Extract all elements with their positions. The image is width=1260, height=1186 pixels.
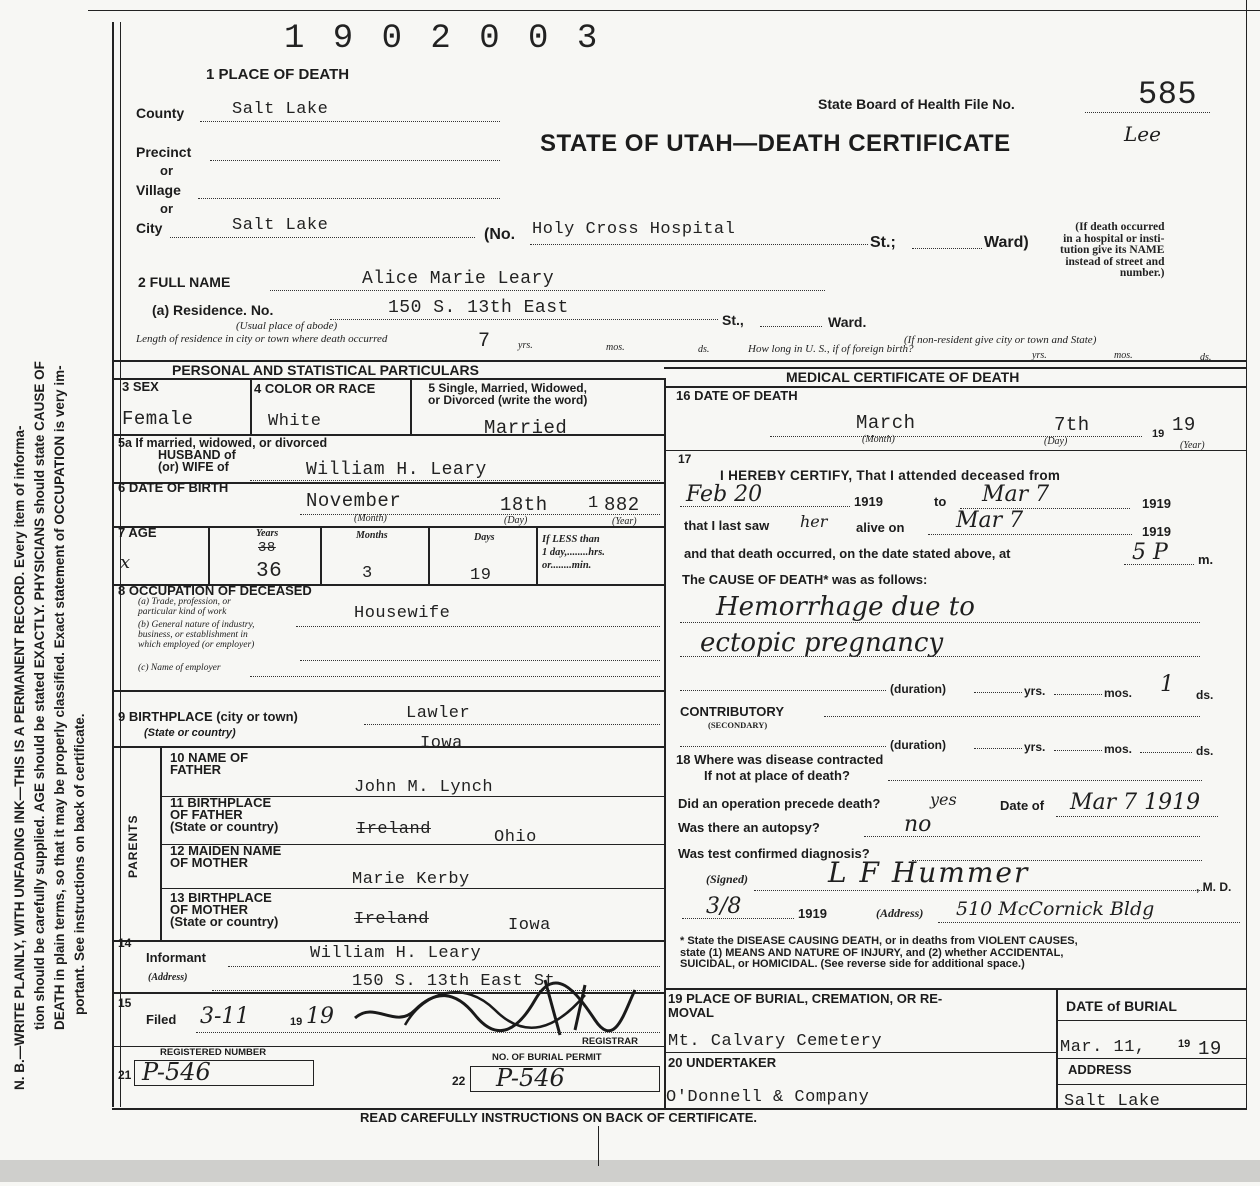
sex-value: Female bbox=[122, 408, 194, 430]
item-17-label: 17 bbox=[678, 452, 692, 466]
death-day-caption: (Day) bbox=[1044, 436, 1068, 447]
race-label: 4 COLOR OR RACE bbox=[254, 381, 376, 396]
date-of-birth-label: 6 DATE OF BIRTH bbox=[118, 480, 229, 495]
death-month-caption: (Month) bbox=[862, 434, 895, 445]
death-day-value: 7th bbox=[1054, 414, 1090, 436]
birthplace-state-value: Iowa bbox=[420, 734, 463, 753]
mother-birthplace-value: Iowa bbox=[508, 916, 551, 935]
duration-yrs-1: yrs. bbox=[1024, 684, 1046, 698]
file-note: Lee bbox=[1124, 122, 1161, 146]
last-saw-date: Mar 7 bbox=[956, 508, 1024, 533]
date-of-label: Date of bbox=[1000, 798, 1045, 813]
father-name-value: John M. Lynch bbox=[354, 778, 494, 797]
if-married-label: 5a If married, widowed, or divorced bbox=[118, 436, 328, 450]
occupation-a-label: (a) Trade, profession, or particular kind of work bbox=[138, 597, 231, 617]
q18b-label: If not at place of death? bbox=[704, 768, 850, 783]
medical-section-header: MEDICAL CERTIFICATE OF DEATH bbox=[786, 369, 1020, 385]
parents-label: PARENTS bbox=[126, 814, 140, 878]
top-border bbox=[88, 10, 1260, 11]
page-bottom-band bbox=[0, 1160, 1260, 1182]
birth-month-caption: (Month) bbox=[354, 513, 387, 524]
side-instruction-line-1: N. B.—WRITE PLAINLY, WITH UNFADING INK—THIS IS A PERMANENT RECORD. Every item of informa- bbox=[12, 425, 27, 1090]
death-occurred-label: and that death occurred, on the date stated above, at bbox=[684, 546, 1011, 561]
filed-label: Filed bbox=[146, 1012, 177, 1027]
or-label-1: or bbox=[160, 163, 173, 178]
age-days-label: Days bbox=[474, 532, 495, 543]
operation-label: Did an operation precede death? bbox=[678, 796, 881, 811]
place-of-death-label: 1 PLACE OF DEATH bbox=[206, 66, 350, 83]
item-15-label: 15 bbox=[118, 996, 132, 1010]
occupation-value: Housewife bbox=[354, 604, 451, 623]
residence-ward-label: Ward. bbox=[828, 314, 867, 330]
attended-from-value: Feb 20 bbox=[686, 482, 763, 507]
physician-signature: L F Hummer bbox=[828, 856, 1030, 889]
residence-label: (a) Residence. No. bbox=[152, 302, 274, 318]
file-number: 585 bbox=[1138, 76, 1198, 113]
attended-to-value: Mar 7 bbox=[982, 482, 1050, 507]
residence-value: 150 S. 13th East bbox=[388, 298, 569, 318]
father-birthplace-struck: Ireland bbox=[356, 820, 431, 839]
duration-label-1: (duration) bbox=[890, 682, 946, 696]
informant-address-label: (Address) bbox=[148, 972, 188, 983]
hospital-value: Holy Cross Hospital bbox=[532, 220, 736, 239]
husband-label: HUSBAND of bbox=[158, 448, 236, 462]
mother-maiden-name-value: Marie Kerby bbox=[352, 870, 470, 889]
personal-section-header: PERSONAL AND STATISTICAL PARTICULARS bbox=[172, 362, 479, 378]
informant-value: William H. Leary bbox=[310, 944, 482, 963]
operation-date-value: Mar 7 1919 bbox=[1070, 790, 1201, 815]
residence-st-label: St., bbox=[722, 312, 744, 328]
autopsy-label: Was there an autopsy? bbox=[678, 820, 820, 835]
age-years-struck: 38 bbox=[258, 540, 276, 556]
item-21-label: 21 bbox=[118, 1068, 132, 1082]
autopsy-value: no bbox=[904, 812, 932, 837]
birth-day-caption: (Day) bbox=[504, 515, 528, 526]
side-instruction-line-3: DEATH in plain terms, so that it may be properly classified. Exact statement of OCCUPATION is very im- bbox=[52, 365, 67, 1030]
certificate-title: STATE OF UTAH—DEATH CERTIFICATE bbox=[540, 130, 1011, 157]
registrar-signature bbox=[345, 970, 645, 1040]
bottom-instruction: READ CAREFULLY INSTRUCTIONS ON BACK OF CERTIFICATE. bbox=[360, 1110, 757, 1125]
wife-label: (or) WIFE of bbox=[158, 460, 229, 474]
secondary-label: (SECONDARY) bbox=[708, 720, 768, 730]
cause-of-death-label: The CAUSE OF DEATH* was as follows: bbox=[682, 572, 928, 587]
hospital-note: (If death occurred in a hospital or insti- tution give its NAME instead of street and number.) bbox=[1060, 221, 1165, 279]
occupation-b-label: (b) General nature of industry, business, or establishment in which employed (or employer) bbox=[138, 620, 255, 650]
death-time-value: 5 P bbox=[1132, 540, 1168, 565]
no-label: (No. bbox=[484, 226, 516, 243]
city-label: City bbox=[136, 220, 163, 236]
birth-month-value: November bbox=[306, 490, 402, 512]
cause-line-2: ectopic pregnancy bbox=[700, 628, 944, 658]
county-value: Salt Lake bbox=[232, 100, 329, 119]
registrar-label: REGISTRAR bbox=[582, 1036, 638, 1047]
q18-label: 18 Where was disease contracted bbox=[676, 752, 884, 767]
or-label-2: or bbox=[160, 201, 173, 216]
burial-date-value: Mar. 11, bbox=[1060, 1038, 1146, 1057]
duration-ds-2: ds. bbox=[1196, 744, 1214, 758]
side-instruction-line-2: tion should be carefully supplied. AGE should be stated EXACTLY. PHYSICIANS should state CAUSE OF bbox=[32, 361, 47, 1030]
mos-label-2: mos. bbox=[1114, 350, 1133, 361]
birthplace-label: 9 BIRTHPLACE (city or town) bbox=[118, 709, 298, 724]
sex-label: 3 SEX bbox=[122, 379, 159, 394]
age-days-value: 19 bbox=[470, 566, 492, 585]
full-name-label: 2 FULL NAME bbox=[138, 274, 231, 290]
address-label: (Address) bbox=[876, 906, 924, 920]
yrs-label-2: yrs. bbox=[1032, 350, 1047, 361]
marital-value: Married bbox=[484, 417, 568, 439]
md-label: , M. D. bbox=[1196, 880, 1232, 894]
precinct-label: Precinct bbox=[136, 144, 192, 160]
birthplace-state-label: (State or country) bbox=[144, 727, 236, 739]
age-months-label: Months bbox=[356, 530, 388, 541]
cause-footnote: * State the DISEASE CAUSING DEATH, or in deaths from VIOLENT CAUSES, state (1) MEANS AND NATURE OF INJURY, and (2) whether ACCIDENTAL, SUICIDAL, or HOMICIDAL. (See reverse side for additional space.) bbox=[680, 935, 1078, 970]
date-of-death-label: 16 DATE OF DEATH bbox=[676, 388, 798, 403]
filed-year-value: 19 bbox=[306, 1004, 334, 1029]
birth-year-prefix: 1 bbox=[588, 494, 599, 513]
undertaker-address-label: ADDRESS bbox=[1068, 1062, 1132, 1077]
race-value: White bbox=[268, 412, 322, 431]
mother-birthplace-label: 13 BIRTHPLACE OF MOTHER (State or country) bbox=[170, 890, 279, 929]
test-confirmed-label: Was test confirmed diagnosis? bbox=[678, 846, 870, 861]
village-label: Village bbox=[136, 182, 181, 198]
physician-address-value: 510 McCornick Bldg bbox=[956, 898, 1155, 920]
duration-mos-1: mos. bbox=[1104, 686, 1133, 700]
length-yrs-value: 7 bbox=[478, 330, 491, 353]
date-of-burial-label: DATE of BURIAL bbox=[1066, 998, 1177, 1014]
mos-label-1: mos. bbox=[606, 342, 625, 353]
cause-line-1: Hemorrhage due to bbox=[716, 592, 975, 622]
state-board-label: State Board of Health File No. bbox=[818, 96, 1015, 112]
informant-label: Informant bbox=[146, 950, 206, 965]
if-less-label: If LESS than 1 day,........hrs. or........min. bbox=[542, 534, 605, 571]
street-label: St.; bbox=[870, 234, 896, 251]
ds-label-1: ds. bbox=[698, 344, 710, 355]
length-residence-label: Length of residence in city or town where death occurred bbox=[136, 333, 388, 345]
alive-on-label: alive on bbox=[856, 520, 905, 535]
age-years-label: Years bbox=[256, 528, 279, 539]
mother-maiden-name-label: 12 MAIDEN NAME OF MOTHER bbox=[170, 843, 282, 870]
signed-year-value: 1919 bbox=[798, 906, 827, 921]
informant-address-value: 150 S. 13th East St. bbox=[352, 972, 567, 991]
attended-from-year: 1919 bbox=[854, 494, 883, 509]
death-year-caption: (Year) bbox=[1180, 440, 1205, 451]
age-years-value: 36 bbox=[256, 560, 283, 583]
duration-days-value: 1 bbox=[1160, 672, 1174, 697]
last-saw-who: her bbox=[800, 512, 828, 531]
ward-label: Ward) bbox=[984, 234, 1029, 251]
father-birthplace-value: Ohio bbox=[494, 828, 537, 847]
burial-place-label: 19 PLACE OF BURIAL, CREMATION, OR RE- MOVAL bbox=[668, 991, 943, 1020]
filed-year-prefix: 19 bbox=[290, 1016, 303, 1028]
full-name-value: Alice Marie Leary bbox=[362, 269, 555, 289]
contributory-label: CONTRIBUTORY bbox=[680, 704, 784, 719]
yrs-label-1: yrs. bbox=[518, 340, 533, 351]
registered-number-label: REGISTERED NUMBER bbox=[160, 1047, 267, 1058]
father-birthplace-label: 11 BIRTHPLACE OF FATHER (State or country) bbox=[170, 795, 279, 834]
duration-mos-2: mos. bbox=[1104, 742, 1133, 756]
attended-to-year: 1919 bbox=[1142, 496, 1171, 511]
marital-label: 5 Single, Married, Widowed, or Divorced (write the word) bbox=[428, 381, 588, 407]
undertaker-address-value: Salt Lake bbox=[1064, 1092, 1161, 1111]
to-label: to bbox=[934, 494, 947, 509]
left-border bbox=[112, 22, 114, 1107]
death-year-prefix: 19 bbox=[1152, 428, 1165, 440]
signed-date-value: 3/8 bbox=[706, 894, 742, 919]
how-long-us-label: How long in U. S., if of foreign birth? bbox=[748, 343, 914, 355]
non-resident-note: (If non-resident give city or town and State) bbox=[904, 334, 1097, 346]
death-year-value: 19 bbox=[1172, 414, 1196, 436]
county-label: County bbox=[136, 105, 185, 121]
certify-text: I HEREBY CERTIFY, That I attended deceased from bbox=[720, 468, 1061, 483]
undertaker-value: O'Donnell & Company bbox=[666, 1088, 870, 1107]
birthplace-city-value: Lawler bbox=[406, 704, 471, 723]
burial-permit-value: P-546 bbox=[496, 1064, 565, 1092]
burial-year-prefix: 19 bbox=[1178, 1038, 1191, 1050]
right-border bbox=[1246, 0, 1247, 1110]
burial-place-value: Mt. Calvary Cemetery bbox=[668, 1032, 883, 1051]
burial-year-value: 19 bbox=[1198, 1038, 1222, 1060]
m-label: m. bbox=[1198, 552, 1214, 567]
filed-date-value: 3-11 bbox=[200, 1004, 250, 1029]
usual-place-note: (Usual place of abode) bbox=[236, 320, 338, 332]
last-saw-label: that I last saw bbox=[684, 518, 770, 533]
birth-year-caption: (Year) bbox=[612, 516, 637, 527]
certificate-number: 1 9 0 2 0 0 3 bbox=[284, 20, 602, 58]
city-value: Salt Lake bbox=[232, 216, 329, 235]
undertaker-label: 20 UNDERTAKER bbox=[668, 1055, 777, 1070]
father-name-label: 10 NAME OF FATHER bbox=[170, 750, 249, 777]
burial-permit-label: NO. OF BURIAL PERMIT bbox=[492, 1052, 602, 1063]
registered-number-value: P-546 bbox=[142, 1058, 211, 1086]
item-14-label: 14 bbox=[118, 936, 132, 950]
death-month-value: March bbox=[856, 412, 916, 434]
side-instruction-line-4: portant. See instructions on back of certificate. bbox=[72, 713, 87, 1015]
duration-label-2: (duration) bbox=[890, 738, 946, 752]
age-prefix: x bbox=[120, 552, 131, 573]
spouse-value: William H. Leary bbox=[306, 460, 487, 480]
duration-yrs-2: yrs. bbox=[1024, 740, 1046, 754]
last-saw-year: 1919 bbox=[1142, 524, 1171, 539]
duration-ds-1: ds. bbox=[1196, 688, 1214, 702]
birth-day-value: 18th bbox=[500, 494, 548, 516]
age-label: 7 AGE bbox=[118, 525, 157, 540]
occupation-label: 8 OCCUPATION OF DECEASED bbox=[118, 583, 312, 598]
signed-label: (Signed) bbox=[706, 872, 748, 886]
operation-value: yes bbox=[930, 790, 957, 809]
item-22-label: 22 bbox=[452, 1074, 466, 1088]
center-divider bbox=[664, 378, 666, 1108]
mother-birthplace-struck: Ireland bbox=[354, 910, 429, 929]
age-months-value: 3 bbox=[362, 564, 373, 583]
ds-label-2: ds. bbox=[1200, 352, 1212, 363]
occupation-c-label: (c) Name of employer bbox=[138, 663, 221, 673]
birth-year-value: 882 bbox=[604, 494, 640, 516]
